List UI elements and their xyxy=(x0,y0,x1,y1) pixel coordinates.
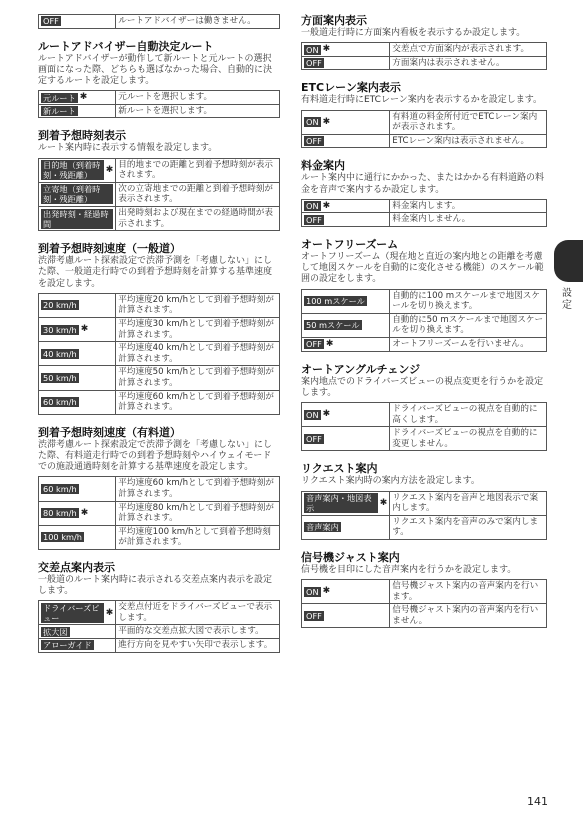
option-key-cell xyxy=(39,293,116,317)
default-marker-icon: ✱ xyxy=(79,92,88,103)
option-key-cell xyxy=(302,313,390,337)
option-key-badge: 20 km/h xyxy=(43,300,77,311)
setting-section xyxy=(301,462,547,540)
option-row xyxy=(39,91,280,105)
option-key-badge: アローガイド xyxy=(43,640,92,651)
option-row xyxy=(39,477,280,501)
chapter-tab xyxy=(554,240,583,282)
setting-section xyxy=(301,238,547,352)
default-marker-icon: ✱ xyxy=(322,200,331,211)
option-value-cell: リクエスト案内を音声と地図表示で案内します。 xyxy=(390,491,547,515)
option-row xyxy=(39,601,280,625)
section-title: 料金案内 xyxy=(301,159,345,173)
section-title: ETCレーン案内表示 xyxy=(301,81,401,95)
option-value-cell: 料金案内します。 xyxy=(390,199,547,213)
option-key-badge: 立寄地（到着時刻・残距離） xyxy=(41,184,113,204)
option-value-cell: 料金案内しません。 xyxy=(390,213,547,227)
option-key-badge: 元ルート xyxy=(43,92,76,103)
option-row xyxy=(302,43,547,57)
option-row xyxy=(302,213,547,227)
section-title: 信号機ジャスト案内 xyxy=(301,550,400,564)
option-key-badge: 出発時刻・経過時間 xyxy=(41,209,113,229)
option-row xyxy=(39,158,280,182)
option-value-cell: 平均速度60 km/hとして到着予想時刻が計算されます。 xyxy=(116,477,280,501)
option-key-cell xyxy=(39,639,116,653)
option-key-cell xyxy=(39,15,116,29)
option-key-badge: 60 km/h xyxy=(43,483,77,494)
option-key-badge: ON xyxy=(306,409,319,420)
option-key-badge: 40 km/h xyxy=(43,348,77,359)
section-title: 到着予想時刻速度（有料道） xyxy=(38,425,181,439)
option-key-badge: 50 mスケール xyxy=(306,320,360,331)
section-description: 信号機を目印にした音声案内を行うかを設定します。 xyxy=(301,564,517,575)
option-value-cell: 平均速度100 km/hとして到着予想時刻が計算されます。 xyxy=(116,525,280,549)
option-key-badge: 目的地（到着時刻・残距離） xyxy=(41,160,104,180)
option-key-cell xyxy=(302,604,390,628)
setting-section xyxy=(301,14,547,70)
option-value-cell: 出発時刻および現在までの経過時間が表示されます。 xyxy=(116,206,280,230)
section-description: 渋滞考慮ルート探索設定で渋滞予測を「考慮しない」にした際、一般道走行時での到着予想時刻を計算する基準速度を設定します。 xyxy=(38,256,273,289)
option-key-badge: OFF xyxy=(306,610,322,621)
option-key-cell xyxy=(39,182,116,206)
option-table xyxy=(301,491,547,540)
section-description: リクエスト案内時の案内方法を設定します。 xyxy=(301,476,480,487)
section-description: オートフリーズーム（現在地と直近の案内地との距離を考慮して地図スケールを自動的に変化させる機能）のスケール範囲の設定をします。 xyxy=(301,251,544,285)
option-key-cell xyxy=(302,199,390,213)
option-value-cell: ドライバーズビューの視点を自動的に高くします。 xyxy=(390,402,547,426)
option-table xyxy=(301,402,547,451)
option-value-cell: 信号機ジャスト案内の音声案内を行います。 xyxy=(390,580,547,604)
option-value-cell: オートフリーズームを行いません。 xyxy=(390,337,547,351)
option-value-cell: 平均速度30 km/hとして到着予想時刻が計算されます。 xyxy=(116,317,280,341)
page-number: 141 xyxy=(527,795,548,808)
setting-section xyxy=(301,81,547,148)
option-value-cell: 方面案内は表示されません。 xyxy=(390,56,547,70)
option-row xyxy=(39,639,280,653)
default-marker-icon: ✱ xyxy=(322,44,331,55)
option-table xyxy=(301,289,547,352)
option-row xyxy=(39,366,280,390)
option-row xyxy=(39,293,280,317)
option-key-badge: ON xyxy=(306,586,319,597)
option-key-cell xyxy=(39,601,116,625)
default-marker-icon: ✱ xyxy=(105,607,114,618)
section-title: 交差点案内表示 xyxy=(38,560,115,574)
option-row xyxy=(39,15,280,29)
option-row xyxy=(39,390,280,414)
option-key-cell xyxy=(302,289,390,313)
option-table xyxy=(301,42,547,70)
option-key-cell xyxy=(39,366,116,390)
right-column xyxy=(301,14,547,639)
option-key-badge: OFF xyxy=(43,16,59,27)
section-description: ルート案内中に通行にかかった、またはかかる有料道路の料金を音声で案内するか設定します。 xyxy=(301,173,545,195)
option-row xyxy=(302,199,547,213)
option-key-badge: OFF xyxy=(306,58,322,69)
setting-section xyxy=(38,242,280,415)
section-description: 渋滞考慮ルート探索設定で渋滞予測を「考慮しない」にした際、有料道走行時での到着予想時刻やハイウェイモードでの施設通過時刻を計算する基準速度を設定します。 xyxy=(38,439,273,473)
option-row xyxy=(302,110,547,134)
option-key-cell xyxy=(39,104,116,118)
section-description: 一般道走行時に方面案内看板を表示するか設定します。 xyxy=(301,28,526,38)
option-key-cell xyxy=(39,390,116,414)
default-marker-icon: ✱ xyxy=(322,116,331,127)
option-value-cell: ドライバーズビューの視点を自動的に変更しません。 xyxy=(390,427,547,451)
option-value-cell: 平均速度50 km/hとして到着予想時刻が計算されます。 xyxy=(116,366,280,390)
setting-section xyxy=(38,14,280,29)
option-value-cell: 有料道の料金所付近でETCレーン案内が表示されます。 xyxy=(390,110,547,134)
option-key-badge: 100 mスケール xyxy=(306,296,365,307)
option-row xyxy=(39,342,280,366)
option-key-badge: OFF xyxy=(306,136,322,147)
section-description: ルートアドバイザーが動作して新ルートと元ルートの選択画面になった際、どちらも選ばなかった場合、自動的に決定するルートを設定します。 xyxy=(38,53,273,86)
section-title: 到着予想時刻速度（一般道） xyxy=(38,242,181,256)
option-key-cell xyxy=(302,110,390,134)
option-value-cell: 自動的に50 mスケールまで地図スケールを切り換えます。 xyxy=(390,313,547,337)
option-row xyxy=(39,501,280,525)
section-description: 有料道走行時にETCレーン案内を表示するかを設定します。 xyxy=(301,95,543,106)
option-value-cell: 平均速度40 km/hとして到着予想時刻が計算されます。 xyxy=(116,342,280,366)
option-value-cell: 新ルートを選択します。 xyxy=(116,104,280,118)
setting-section xyxy=(38,426,280,550)
option-key-badge: ON xyxy=(306,201,319,212)
option-key-cell xyxy=(39,342,116,366)
default-marker-icon: ✱ xyxy=(322,586,331,597)
option-key-badge: 音声案内 xyxy=(306,522,339,533)
option-table xyxy=(38,293,280,415)
option-key-badge: ドライバーズビュー xyxy=(41,603,104,623)
option-value-cell: ルートアドバイザーは働きません。 xyxy=(116,15,280,29)
option-table xyxy=(301,110,547,149)
option-key-cell xyxy=(39,477,116,501)
option-key-badge: 30 km/h xyxy=(43,324,77,335)
option-key-badge: 拡大図 xyxy=(43,626,68,637)
default-marker-icon: ✱ xyxy=(80,324,89,335)
option-row xyxy=(302,491,547,515)
option-value-cell: 平面的な交差点拡大図で表示します。 xyxy=(116,625,280,639)
setting-section xyxy=(301,551,547,629)
setting-section xyxy=(301,159,547,227)
option-row xyxy=(302,427,547,451)
option-key-cell xyxy=(302,402,390,426)
chapter-tab-label: 設定 xyxy=(562,288,572,311)
option-key-cell xyxy=(302,580,390,604)
option-key-cell xyxy=(302,213,390,227)
option-value-cell: 進行方向を見やすい矢印で表示します。 xyxy=(116,639,280,653)
section-title: 方面案内表示 xyxy=(301,14,367,27)
option-key-cell xyxy=(302,43,390,57)
option-value-cell: 自動的に100 mスケールまで地図スケールを切り換えます。 xyxy=(390,289,547,313)
default-marker-icon: ✱ xyxy=(325,338,334,349)
option-key-cell xyxy=(39,158,116,182)
option-table xyxy=(38,90,280,118)
default-marker-icon: ✱ xyxy=(322,409,331,420)
option-value-cell: ETCレーン案内は表示されません。 xyxy=(390,134,547,148)
option-value-cell: 元ルートを選択します。 xyxy=(116,91,280,105)
option-key-cell xyxy=(39,501,116,525)
option-key-badge: OFF xyxy=(306,339,322,350)
option-table xyxy=(301,579,547,628)
option-key-badge: 音声案内・地図表示 xyxy=(304,493,378,513)
option-key-cell xyxy=(39,317,116,341)
option-table xyxy=(38,476,280,550)
setting-section xyxy=(38,561,280,653)
section-description: ルート案内時に表示する情報を設定します。 xyxy=(38,143,218,154)
section-title: オートフリーズーム xyxy=(301,237,399,251)
option-row xyxy=(39,182,280,206)
section-title: オートアングルチェンジ xyxy=(301,362,421,376)
section-description: 一般道のルート案内時に表示される交差点案内表示を設定します。 xyxy=(38,574,273,597)
option-value-cell: 平均速度20 km/hとして到着予想時刻が計算されます。 xyxy=(116,293,280,317)
option-key-badge: 100 km/h xyxy=(43,532,82,543)
option-key-cell xyxy=(302,337,390,351)
option-key-cell xyxy=(39,625,116,639)
option-value-cell: 平均速度80 km/hとして到着予想時刻が計算されます。 xyxy=(116,501,280,525)
option-key-badge: 新ルート xyxy=(43,106,76,117)
option-key-badge: ON xyxy=(306,44,319,55)
setting-section xyxy=(38,129,280,231)
option-value-cell: 次の立寄地までの距離と到着予想時刻が表示されます。 xyxy=(116,182,280,206)
option-key-cell xyxy=(302,515,390,539)
option-key-badge: OFF xyxy=(306,214,322,225)
option-row xyxy=(302,580,547,604)
option-row xyxy=(39,525,280,549)
option-key-cell xyxy=(39,525,116,549)
option-key-cell xyxy=(302,491,390,515)
option-value-cell: 交差点付近をドライバーズビューで表示します。 xyxy=(116,601,280,625)
option-key-cell xyxy=(39,206,116,230)
option-row xyxy=(39,206,280,230)
section-title: ルートアドバイザー自動決定ルート xyxy=(38,39,214,53)
option-row xyxy=(302,604,547,628)
option-value-cell: リクエスト案内を音声のみで案内します。 xyxy=(390,515,547,539)
option-row xyxy=(302,515,547,539)
option-row xyxy=(302,289,547,313)
section-title: 到着予想時刻表示 xyxy=(38,129,126,143)
option-table xyxy=(38,600,280,652)
section-description: 案内地点でのドライバーズビューの視点変更を行うかを設定します。 xyxy=(301,376,544,398)
option-key-cell xyxy=(302,427,390,451)
option-key-badge: 50 km/h xyxy=(43,372,77,383)
option-table xyxy=(38,14,280,29)
option-key-cell xyxy=(39,91,116,105)
option-value-cell: 目的地までの距離と到着予想時刻が表示されます。 xyxy=(116,158,280,182)
option-row xyxy=(302,313,547,337)
option-key-cell xyxy=(302,134,390,148)
section-title: リクエスト案内 xyxy=(301,462,378,476)
option-row xyxy=(302,402,547,426)
option-row xyxy=(39,317,280,341)
option-row xyxy=(39,625,280,639)
option-table xyxy=(301,199,547,227)
option-key-badge: OFF xyxy=(306,433,322,444)
setting-section xyxy=(38,40,280,119)
default-marker-icon: ✱ xyxy=(379,497,388,508)
option-table xyxy=(38,158,280,232)
option-value-cell: 信号機ジャスト案内の音声案内を行いません。 xyxy=(390,604,547,628)
default-marker-icon: ✱ xyxy=(80,507,89,518)
setting-section xyxy=(301,363,547,452)
option-value-cell: 平均速度60 km/hとして到着予想時刻が計算されます。 xyxy=(116,390,280,414)
option-value-cell: 交差点で方面案内が表示されます。 xyxy=(390,43,547,57)
option-key-badge: ON xyxy=(306,117,319,128)
left-column xyxy=(38,14,280,664)
option-row xyxy=(39,104,280,118)
option-key-cell xyxy=(302,56,390,70)
option-key-badge: 80 km/h xyxy=(43,508,77,519)
option-row xyxy=(302,134,547,148)
option-key-badge: 60 km/h xyxy=(43,397,77,408)
option-row xyxy=(302,337,547,351)
default-marker-icon: ✱ xyxy=(105,164,114,175)
option-row xyxy=(302,56,547,70)
